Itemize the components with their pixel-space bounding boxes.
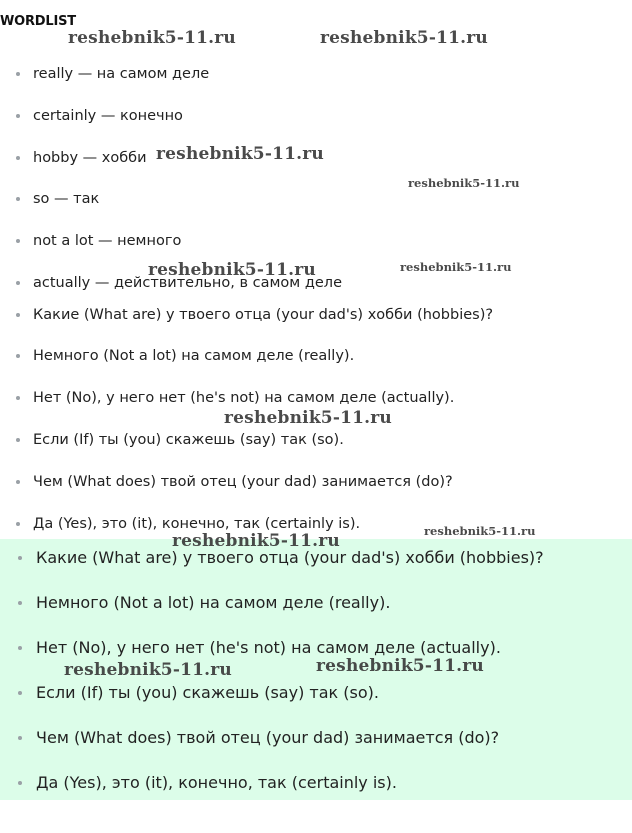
list-item <box>0 390 454 406</box>
highlighted-item-text: Какие (What are) у твоего отца (your dad's) хобби (hobbies)? <box>36 548 544 567</box>
highlighted-item <box>0 593 390 612</box>
bullet-icon <box>16 480 20 484</box>
bullet-icon <box>16 156 20 160</box>
bullet-icon <box>18 601 22 605</box>
bullet-icon <box>18 781 22 785</box>
watermark: reshebnik5-11.ru <box>316 656 484 676</box>
highlighted-item-text: Да (Yes), это (it), конечно, так (certainly is). <box>36 773 397 792</box>
list-item <box>0 516 360 532</box>
list-item <box>0 233 181 249</box>
highlighted-item <box>0 773 397 792</box>
list-item-text: so — так <box>33 191 100 207</box>
watermark: reshebnik5-11.ru <box>424 524 536 538</box>
bullet-icon <box>16 313 20 317</box>
bullet-icon <box>18 736 22 740</box>
list-item-text: Да (Yes), это (it), конечно, так (certainly is). <box>33 516 361 532</box>
list-item-text: Нет (No), у него нет (he's not) на самом деле (actually). <box>33 390 455 406</box>
highlighted-item-text: Нет (No), у него нет (he's not) на самом деле (actually). <box>36 638 501 657</box>
highlighted-item <box>0 728 499 747</box>
list-item-text: Чем (What does) твой отец (your dad) занимается (do)? <box>33 474 453 490</box>
bullet-icon <box>16 197 20 201</box>
bullet-icon <box>16 239 20 243</box>
bullet-icon <box>16 72 20 76</box>
highlighted-item-text: Немного (Not a lot) на самом деле (really). <box>36 593 391 612</box>
list-item-text: actually — действительно, в самом деле <box>33 275 342 291</box>
list-item-text: really — на самом деле <box>33 66 210 82</box>
watermark: reshebnik5-11.ru <box>320 28 488 48</box>
bullet-icon <box>16 438 20 442</box>
watermark: reshebnik5-11.ru <box>224 408 392 428</box>
list-item <box>0 307 493 323</box>
list-item <box>0 66 209 82</box>
list-item-text: hobby — хобби <box>33 150 147 166</box>
bullet-icon <box>16 354 20 358</box>
bullet-icon <box>16 281 20 285</box>
bullet-icon <box>16 522 20 526</box>
watermark: reshebnik5-11.ru <box>156 144 324 164</box>
watermark: reshebnik5-11.ru <box>172 531 340 551</box>
list-item-text: Немного (Not a lot) на самом деле (really). <box>33 348 355 364</box>
list-item <box>0 474 453 490</box>
list-item <box>0 432 344 448</box>
list-item <box>0 150 147 166</box>
bullet-icon <box>16 114 20 118</box>
watermark: reshebnik5-11.ru <box>408 176 520 190</box>
list-item <box>0 348 354 364</box>
bullet-icon <box>16 396 20 400</box>
bullet-icon <box>18 646 22 650</box>
highlighted-item-text: Чем (What does) твой отец (your dad) занимается (do)? <box>36 728 500 747</box>
wordlist-title: WORDLIST <box>0 14 76 29</box>
watermark: reshebnik5-11.ru <box>148 260 316 280</box>
list-item-text: certainly — конечно <box>33 108 183 124</box>
list-item-text: Если (If) ты (you) скажешь (say) так (so). <box>33 432 344 448</box>
watermark: reshebnik5-11.ru <box>400 260 512 274</box>
highlighted-item <box>0 683 379 702</box>
list-item <box>0 108 183 124</box>
list-item-text: Какие (What are) у твоего отца (your dad's) хобби (hobbies)? <box>33 307 494 323</box>
bullet-icon <box>18 691 22 695</box>
bullet-icon <box>18 556 22 560</box>
highlighted-item-text: Если (If) ты (you) скажешь (say) так (so). <box>36 683 379 702</box>
list-item <box>0 191 99 207</box>
list-item-text: not a lot — немного <box>33 233 182 249</box>
highlighted-item <box>0 638 501 657</box>
watermark: reshebnik5-11.ru <box>64 660 232 680</box>
watermark: reshebnik5-11.ru <box>68 28 236 48</box>
